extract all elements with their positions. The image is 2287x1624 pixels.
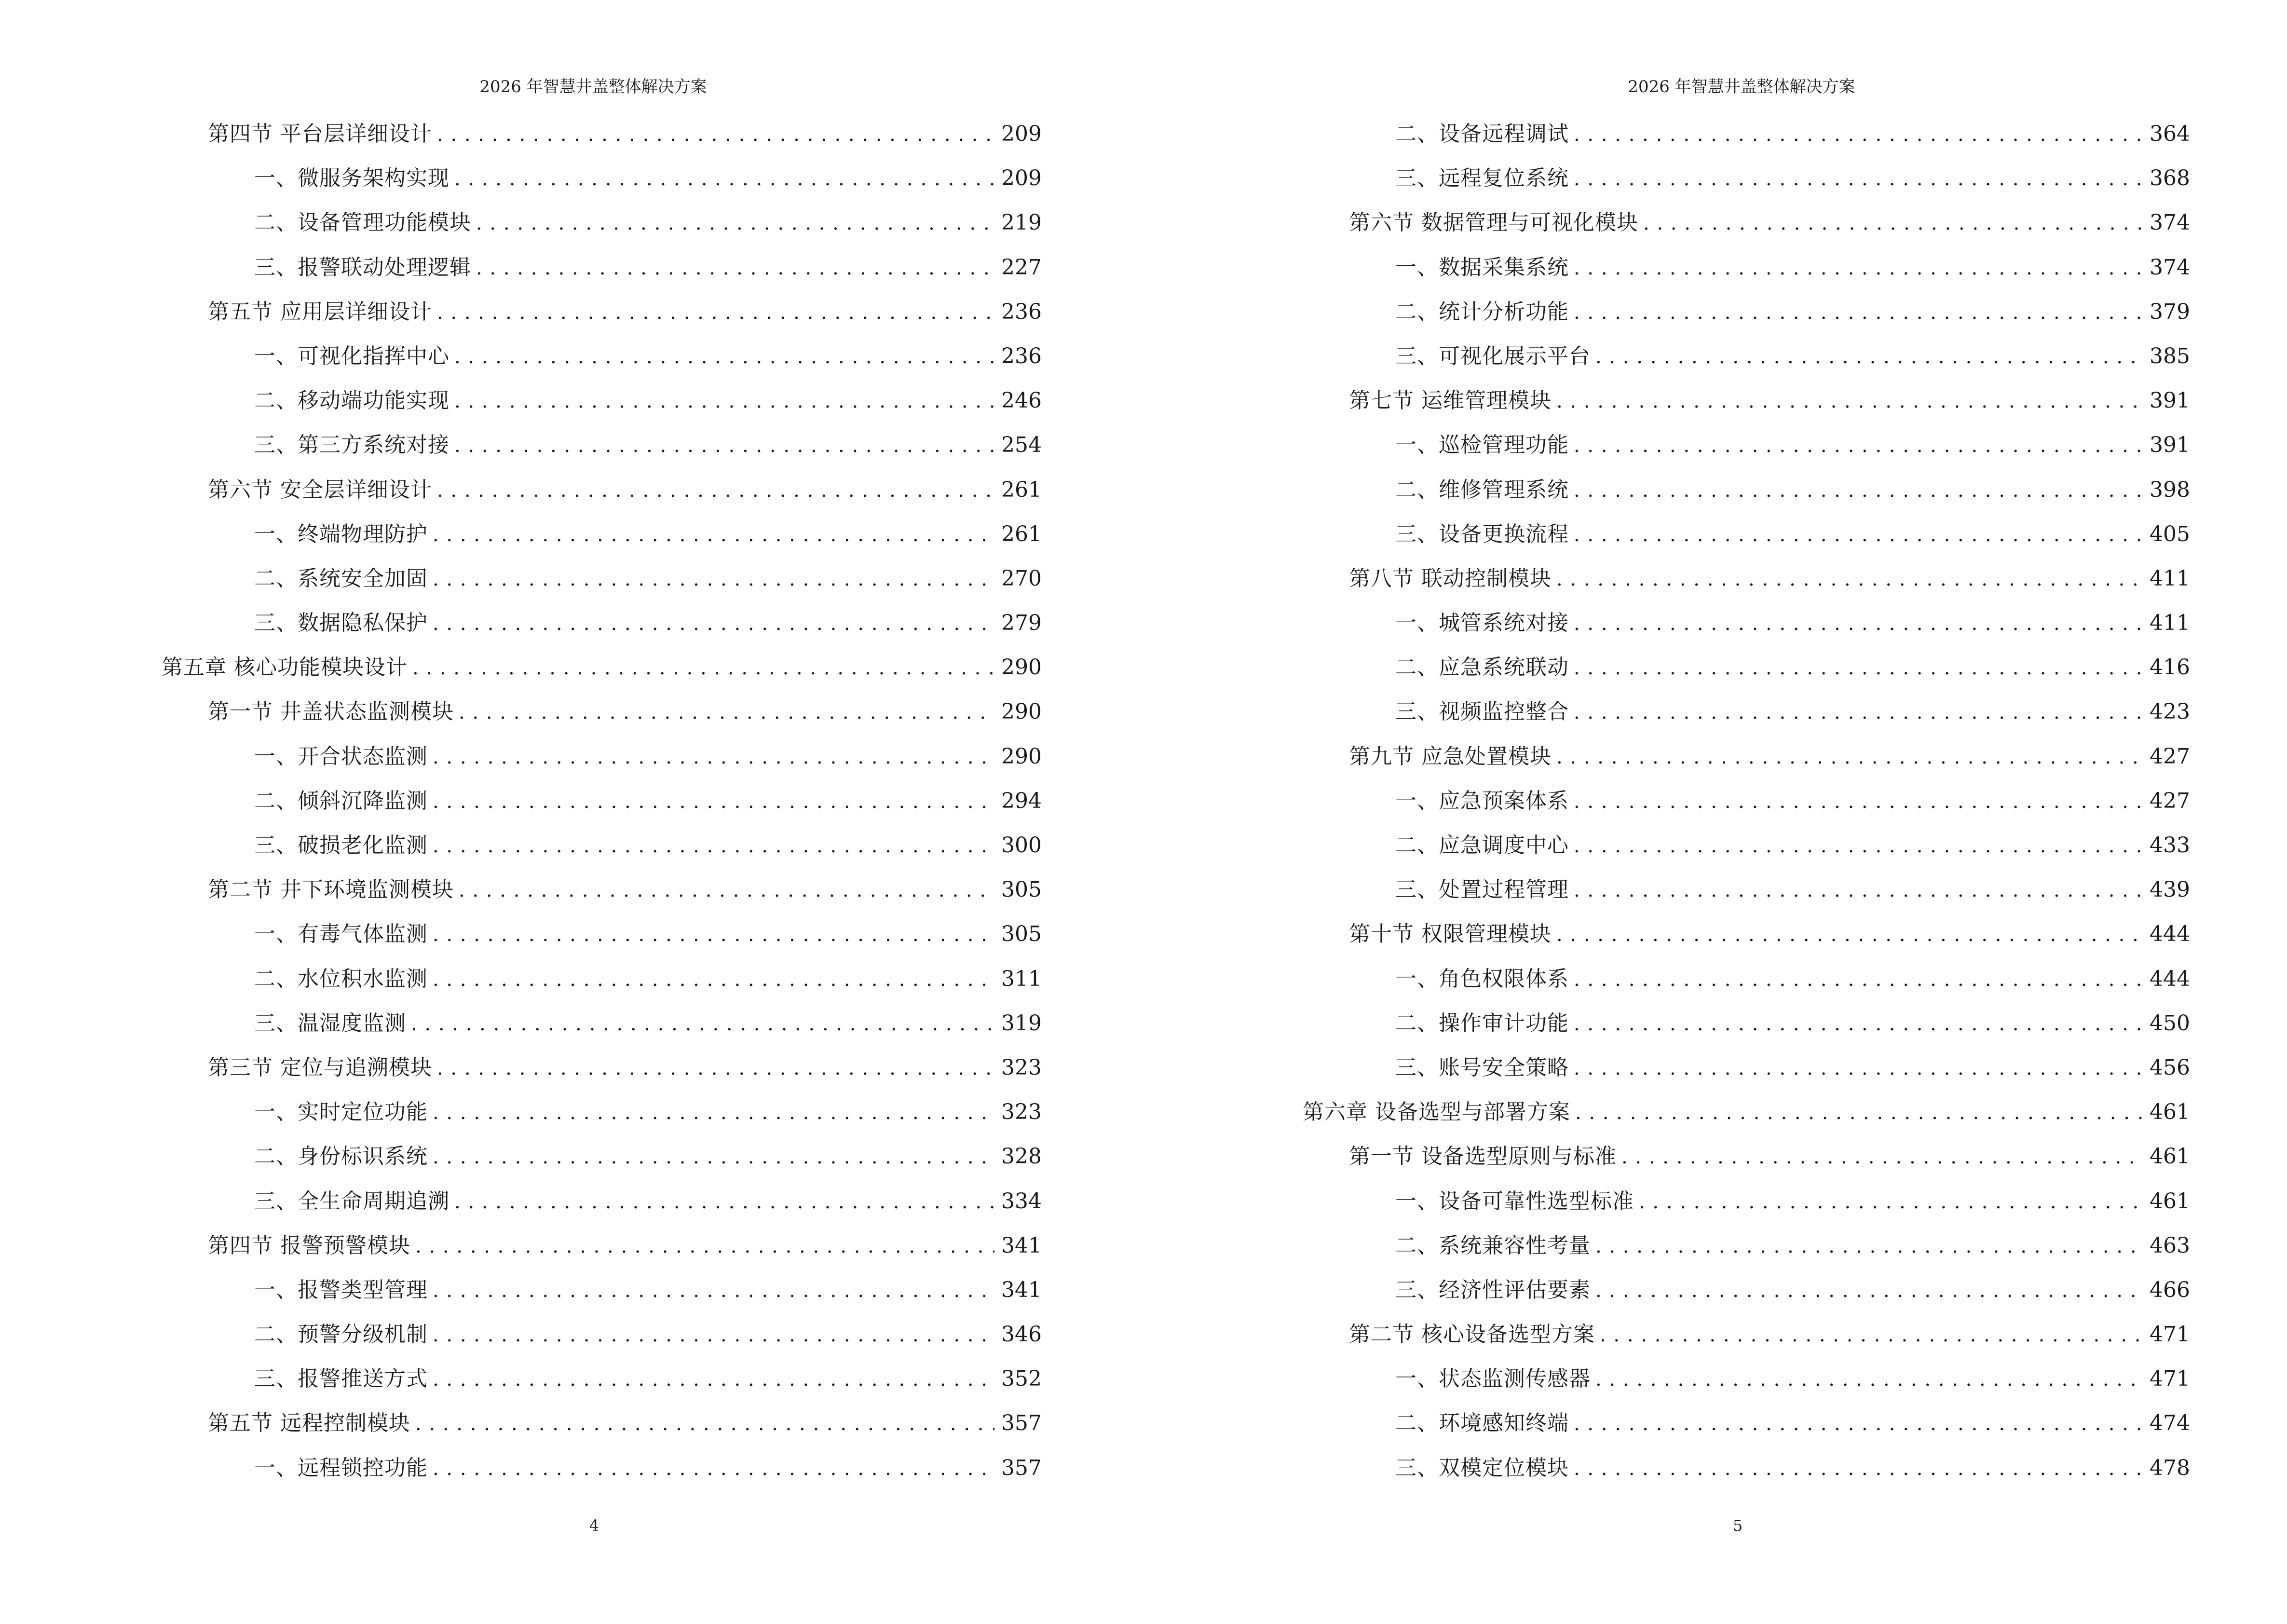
toc-entry-page-number: 219: [1001, 210, 1042, 235]
toc-entry-title: 一、开合状态监测: [254, 744, 428, 769]
toc-entry-page-number: 411: [2150, 566, 2190, 591]
toc-subsection-entry[interactable]: [162, 1001, 1042, 1046]
toc-entry-page-number: 471: [2150, 1366, 2190, 1392]
toc-entry-title: 二、应急系统联动: [1395, 655, 1569, 680]
toc-entry-title: 二、预警分级机制: [254, 1322, 428, 1347]
toc-section-entry[interactable]: [162, 290, 1042, 334]
toc-entry-page-number: 463: [2150, 1233, 2190, 1258]
table-of-contents: [1303, 112, 2190, 1490]
toc-subsection-entry[interactable]: [162, 957, 1042, 1001]
toc-entry-title: 一、城管系统对接: [1395, 611, 1569, 636]
toc-entry-page-number: 368: [2150, 166, 2190, 191]
toc-dot-leader: [1574, 157, 2143, 201]
toc-entry-title: 一、设备可靠性选型标准: [1395, 1188, 1634, 1214]
toc-entry-title: 第八节 联动控制模块: [1349, 566, 1552, 591]
toc-chapter-entry[interactable]: [1303, 1090, 2190, 1134]
toc-dot-leader: [433, 1269, 994, 1313]
toc-entry-title: 三、第三方系统对接: [254, 433, 449, 458]
toc-dot-leader: [411, 1002, 994, 1046]
toc-entry-title: 三、处置过程管理: [1395, 877, 1569, 902]
toc-subsection-entry[interactable]: [1303, 423, 2190, 467]
toc-entry-page-number: 391: [2150, 388, 2190, 413]
toc-entry-page-number: 352: [1001, 1366, 1042, 1392]
toc-entry-title: 二、操作审计功能: [1395, 1010, 1569, 1036]
toc-section-entry[interactable]: [1303, 912, 2190, 956]
toc-section-entry[interactable]: [162, 1401, 1042, 1446]
toc-dot-leader: [1595, 335, 2143, 379]
toc-entry-page-number: 374: [2150, 210, 2190, 235]
toc-entry-page-number: 456: [2150, 1055, 2190, 1080]
toc-dot-leader: [1574, 824, 2143, 868]
toc-dot-leader: [415, 1402, 994, 1446]
toc-entry-page-number: 423: [2150, 699, 2190, 724]
toc-dot-leader: [433, 779, 994, 824]
toc-entry-page-number: 357: [1001, 1411, 1042, 1436]
toc-entry-title: 第九节 应急处置模块: [1349, 744, 1552, 769]
toc-entry-page-number: 357: [1001, 1455, 1042, 1480]
toc-section-entry[interactable]: [1303, 1312, 2190, 1357]
toc-subsection-entry[interactable]: [162, 1357, 1042, 1401]
toc-subsection-entry[interactable]: [162, 334, 1042, 379]
toc-entry-page-number: 411: [2150, 611, 2190, 636]
running-header: 2026 年智慧井盖整体解决方案: [479, 77, 707, 96]
toc-entry-page-number: 290: [1001, 699, 1042, 724]
toc-subsection-entry[interactable]: [162, 156, 1042, 201]
toc-entry-page-number: 294: [1001, 788, 1042, 813]
toc-section-entry[interactable]: [162, 1224, 1042, 1268]
toc-dot-leader: [412, 646, 994, 690]
toc-entry-page-number: 209: [1001, 122, 1042, 146]
toc-subsection-entry[interactable]: [1303, 1179, 2190, 1224]
toc-subsection-entry[interactable]: [1303, 290, 2190, 334]
toc-dot-leader: [433, 1313, 994, 1357]
toc-subsection-entry[interactable]: [162, 246, 1042, 290]
toc-entry-title: 第四节 平台层详细设计: [208, 122, 432, 146]
toc-dot-leader: [433, 601, 994, 646]
toc-dot-leader: [433, 513, 994, 557]
toc-subsection-entry[interactable]: [1303, 601, 2190, 645]
toc-entry-title: 三、全生命周期追溯: [254, 1188, 449, 1214]
toc-subsection-entry[interactable]: [162, 735, 1042, 779]
toc-entry-title: 第三节 定位与追溯模块: [208, 1055, 432, 1080]
toc-section-entry[interactable]: [162, 868, 1042, 912]
toc-subsection-entry[interactable]: [162, 557, 1042, 601]
toc-entry-page-number: 433: [2150, 833, 2190, 858]
toc-dot-leader: [476, 246, 994, 290]
toc-entry-title: 第十节 权限管理模块: [1349, 922, 1552, 947]
toc-entry-title: 二、水位积水监测: [254, 966, 428, 991]
toc-entry-page-number: 305: [1001, 877, 1042, 902]
toc-entry-title: 三、可视化展示平台: [1395, 343, 1591, 368]
toc-dot-leader: [1556, 913, 2143, 957]
toc-entry-title: 一、报警类型管理: [254, 1277, 428, 1302]
toc-section-entry[interactable]: [1303, 379, 2190, 423]
toc-dot-leader: [1595, 1269, 2143, 1313]
toc-dot-leader: [1574, 868, 2143, 913]
toc-entry-page-number: 364: [2150, 122, 2190, 146]
toc-entry-title: 三、视频监控整合: [1395, 699, 1569, 724]
toc-entry-page-number: 461: [2150, 1144, 2190, 1169]
toc-entry-title: 二、系统兼容性考量: [1395, 1233, 1591, 1258]
toc-dot-leader: [459, 868, 994, 913]
toc-dot-leader: [1556, 735, 2143, 779]
toc-subsection-entry[interactable]: [1303, 1357, 2190, 1401]
toc-dot-leader: [454, 1180, 994, 1224]
toc-subsection-entry[interactable]: [1303, 246, 2190, 290]
toc-section-entry[interactable]: [162, 112, 1042, 156]
toc-subsection-entry[interactable]: [1303, 468, 2190, 512]
toc-subsection-entry[interactable]: [162, 1312, 1042, 1357]
toc-entry-title: 三、设备更换流程: [1395, 521, 1569, 546]
toc-entry-title: 一、远程锁控功能: [254, 1455, 428, 1480]
toc-entry-page-number: 328: [1001, 1144, 1042, 1169]
toc-subsection-entry[interactable]: [1303, 823, 2190, 868]
toc-entry-page-number: 405: [2150, 521, 2190, 546]
toc-section-entry[interactable]: [162, 468, 1042, 512]
toc-entry-page-number: 209: [1001, 166, 1042, 191]
toc-subsection-entry[interactable]: [1303, 1446, 2190, 1490]
toc-entry-title: 第二节 核心设备选型方案: [1349, 1322, 1595, 1347]
toc-subsection-entry[interactable]: [162, 1179, 1042, 1224]
toc-entry-title: 二、维修管理系统: [1395, 477, 1569, 502]
toc-entry-title: 二、设备远程调试: [1395, 122, 1569, 146]
toc-entry-title: 一、应急预案体系: [1395, 788, 1569, 813]
toc-dot-leader: [415, 1224, 994, 1269]
running-header: 2026 年智慧井盖整体解决方案: [1628, 77, 1855, 96]
toc-dot-leader: [454, 423, 994, 468]
toc-dot-leader: [1574, 1046, 2143, 1091]
toc-entry-page-number: 311: [1001, 966, 1042, 991]
toc-dot-leader: [1574, 1402, 2143, 1446]
toc-entry-page-number: 379: [2150, 299, 2190, 324]
toc-section-entry[interactable]: [1303, 557, 2190, 601]
toc-subsection-entry[interactable]: [1303, 690, 2190, 734]
toc-entry-page-number: 427: [2150, 744, 2190, 769]
toc-dot-leader: [1595, 1357, 2143, 1402]
toc-entry-page-number: 341: [1001, 1277, 1042, 1302]
toc-entry-page-number: 290: [1001, 744, 1042, 769]
toc-subsection-entry[interactable]: [1303, 334, 2190, 379]
toc-subsection-entry[interactable]: [1303, 868, 2190, 912]
toc-dot-leader: [1574, 423, 2143, 468]
page-number: 5: [1732, 1516, 1743, 1535]
toc-dot-leader: [1574, 646, 2143, 690]
toc-subsection-entry[interactable]: [1303, 957, 2190, 1001]
toc-entry-title: 第六节 数据管理与可视化模块: [1349, 210, 1638, 235]
toc-subsection-entry[interactable]: [162, 779, 1042, 823]
toc-entry-title: 二、身份标识系统: [254, 1144, 428, 1169]
toc-entry-page-number: 478: [2150, 1455, 2190, 1480]
toc-dot-leader: [437, 290, 994, 335]
toc-subsection-entry[interactable]: [1303, 1001, 2190, 1046]
toc-entry-page-number: 323: [1001, 1055, 1042, 1080]
toc-subsection-entry[interactable]: [1303, 112, 2190, 156]
toc-dot-leader: [437, 1046, 994, 1091]
toc-dot-leader: [1574, 779, 2143, 824]
toc-subsection-entry[interactable]: [162, 201, 1042, 245]
toc-subsection-entry[interactable]: [162, 379, 1042, 423]
toc-entry-title: 二、设备管理功能模块: [254, 210, 471, 235]
toc-entry-page-number: 341: [1001, 1233, 1042, 1258]
toc-dot-leader: [433, 1135, 994, 1179]
toc-dot-leader: [1574, 246, 2143, 290]
toc-dot-leader: [433, 1091, 994, 1135]
toc-entry-title: 第一节 设备选型原则与标准: [1349, 1144, 1617, 1169]
toc-entry-page-number: 474: [2150, 1411, 2190, 1436]
toc-entry-page-number: 261: [1001, 477, 1042, 502]
toc-section-entry[interactable]: [1303, 1134, 2190, 1179]
toc-entry-title: 三、温湿度监测: [254, 1010, 406, 1036]
toc-dot-leader: [1574, 112, 2143, 157]
toc-entry-page-number: 391: [2150, 433, 2190, 458]
toc-entry-title: 三、破损老化监测: [254, 833, 428, 858]
toc-dot-leader: [1574, 690, 2143, 735]
toc-subsection-entry[interactable]: [1303, 1224, 2190, 1268]
toc-chapter-entry[interactable]: [162, 645, 1042, 690]
toc-entry-page-number: 346: [1001, 1322, 1042, 1347]
toc-subsection-entry[interactable]: [162, 423, 1042, 467]
toc-subsection-entry[interactable]: [162, 1268, 1042, 1312]
toc-section-entry[interactable]: [1303, 201, 2190, 245]
toc-entry-page-number: 290: [1001, 655, 1042, 680]
toc-entry-page-number: 427: [2150, 788, 2190, 813]
toc-subsection-entry[interactable]: [1303, 779, 2190, 823]
toc-entry-title: 一、巡检管理功能: [1395, 433, 1569, 458]
toc-dot-leader: [454, 335, 994, 379]
toc-entry-title: 一、角色权限体系: [1395, 966, 1569, 991]
table-of-contents: [162, 112, 1042, 1490]
toc-dot-leader: [1639, 1180, 2143, 1224]
toc-entry-title: 第五章 核心功能模块设计: [162, 655, 408, 680]
toc-dot-leader: [433, 957, 994, 1002]
toc-entry-title: 二、环境感知终端: [1395, 1411, 1569, 1436]
toc-subsection-entry[interactable]: [1303, 1268, 2190, 1312]
toc-dot-leader: [1574, 1447, 2143, 1491]
toc-entry-title: 二、系统安全加固: [254, 566, 428, 591]
toc-entry-page-number: 450: [2150, 1010, 2190, 1036]
toc-entry-title: 一、状态监测传感器: [1395, 1366, 1591, 1392]
toc-dot-leader: [1574, 290, 2143, 335]
toc-entry-page-number: 323: [1001, 1100, 1042, 1125]
toc-entry-page-number: 444: [2150, 922, 2190, 947]
toc-dot-leader: [1574, 601, 2143, 646]
toc-entry-page-number: 246: [1001, 388, 1042, 413]
toc-entry-title: 三、双模定位模块: [1395, 1455, 1569, 1480]
toc-dot-leader: [454, 157, 994, 201]
toc-entry-page-number: 461: [2150, 1188, 2190, 1214]
toc-entry-title: 第六节 安全层详细设计: [208, 477, 432, 502]
toc-dot-leader: [1574, 1002, 2143, 1046]
toc-section-entry[interactable]: [162, 690, 1042, 734]
toc-entry-page-number: 236: [1001, 299, 1042, 324]
toc-entry-title: 三、报警联动处理逻辑: [254, 255, 471, 280]
toc-subsection-entry[interactable]: [162, 912, 1042, 956]
toc-entry-page-number: 334: [1001, 1188, 1042, 1214]
toc-entry-page-number: 416: [2150, 655, 2190, 680]
toc-entry-title: 第五节 应用层详细设计: [208, 299, 432, 324]
toc-entry-title: 一、终端物理防护: [254, 521, 428, 546]
toc-entry-title: 一、微服务架构实现: [254, 166, 449, 191]
toc-section-entry[interactable]: [162, 1046, 1042, 1090]
toc-entry-title: 二、倾斜沉降监测: [254, 788, 428, 813]
toc-entry-title: 一、有毒气体监测: [254, 922, 428, 947]
toc-entry-title: 第五节 远程控制模块: [208, 1411, 410, 1436]
toc-entry-page-number: 444: [2150, 966, 2190, 991]
toc-dot-leader: [433, 1357, 994, 1402]
toc-dot-leader: [454, 379, 994, 423]
toc-dot-leader: [433, 1447, 994, 1491]
toc-entry-title: 第二节 井下环境监测模块: [208, 877, 454, 902]
toc-entry-page-number: 227: [1001, 255, 1042, 280]
toc-entry-page-number: 236: [1001, 343, 1042, 368]
toc-subsection-entry[interactable]: [162, 823, 1042, 868]
toc-subsection-entry[interactable]: [1303, 512, 2190, 557]
toc-dot-leader: [1574, 468, 2143, 513]
toc-subsection-entry[interactable]: [162, 1090, 1042, 1134]
toc-dot-leader: [433, 824, 994, 868]
toc-entry-page-number: 398: [2150, 477, 2190, 502]
toc-entry-title: 第七节 运维管理模块: [1349, 388, 1552, 413]
toc-subsection-entry[interactable]: [1303, 645, 2190, 690]
toc-entry-title: 三、报警推送方式: [254, 1366, 428, 1392]
toc-entry-title: 三、经济性评估要素: [1395, 1277, 1591, 1302]
toc-dot-leader: [437, 112, 994, 157]
toc-dot-leader: [1574, 513, 2143, 557]
page-number: 4: [589, 1516, 599, 1535]
toc-entry-page-number: 374: [2150, 255, 2190, 280]
toc-entry-page-number: 461: [2150, 1100, 2190, 1125]
toc-entry-title: 三、数据隐私保护: [254, 611, 428, 636]
toc-dot-leader: [1595, 1224, 2143, 1269]
toc-entry-title: 第一节 井盖状态监测模块: [208, 699, 454, 724]
toc-entry-page-number: 385: [2150, 343, 2190, 368]
toc-entry-page-number: 300: [1001, 833, 1042, 858]
toc-dot-leader: [476, 201, 994, 246]
toc-entry-page-number: 319: [1001, 1010, 1042, 1036]
toc-entry-title: 第四节 报警预警模块: [208, 1233, 410, 1258]
toc-dot-leader: [1643, 201, 2143, 246]
toc-subsection-entry[interactable]: [1303, 1401, 2190, 1446]
toc-dot-leader: [433, 557, 994, 601]
toc-subsection-entry[interactable]: [1303, 156, 2190, 201]
toc-subsection-entry[interactable]: [1303, 1046, 2190, 1090]
toc-entry-page-number: 471: [2150, 1322, 2190, 1347]
toc-entry-page-number: 466: [2150, 1277, 2190, 1302]
toc-entry-page-number: 305: [1001, 922, 1042, 947]
toc-dot-leader: [1600, 1313, 2143, 1357]
toc-entry-title: 第六章 设备选型与部署方案: [1303, 1100, 1570, 1125]
toc-entry-title: 一、可视化指挥中心: [254, 343, 449, 368]
toc-entry-page-number: 254: [1001, 433, 1042, 458]
toc-dot-leader: [433, 913, 994, 957]
document-page-right: [1144, 0, 2287, 1624]
toc-dot-leader: [459, 690, 994, 735]
toc-dot-leader: [433, 735, 994, 779]
toc-dot-leader: [1556, 379, 2143, 423]
toc-entry-title: 三、远程复位系统: [1395, 166, 1569, 191]
toc-entry-title: 二、移动端功能实现: [254, 388, 449, 413]
toc-entry-page-number: 261: [1001, 521, 1042, 546]
toc-entry-title: 一、实时定位功能: [254, 1100, 428, 1125]
toc-dot-leader: [1575, 1091, 2143, 1135]
toc-subsection-entry[interactable]: [162, 1446, 1042, 1490]
toc-entry-title: 二、应急调度中心: [1395, 833, 1569, 858]
toc-entry-page-number: 270: [1001, 566, 1042, 591]
toc-subsection-entry[interactable]: [162, 512, 1042, 557]
toc-entry-title: 三、账号安全策略: [1395, 1055, 1569, 1080]
toc-dot-leader: [1556, 557, 2143, 601]
toc-dot-leader: [1574, 957, 2143, 1002]
toc-section-entry[interactable]: [1303, 735, 2190, 779]
toc-entry-page-number: 439: [2150, 877, 2190, 902]
toc-entry-page-number: 279: [1001, 611, 1042, 636]
toc-dot-leader: [437, 468, 994, 513]
toc-dot-leader: [1621, 1135, 2143, 1179]
toc-subsection-entry[interactable]: [162, 601, 1042, 645]
toc-subsection-entry[interactable]: [162, 1134, 1042, 1179]
toc-entry-title: 二、统计分析功能: [1395, 299, 1569, 324]
toc-entry-title: 一、数据采集系统: [1395, 255, 1569, 280]
